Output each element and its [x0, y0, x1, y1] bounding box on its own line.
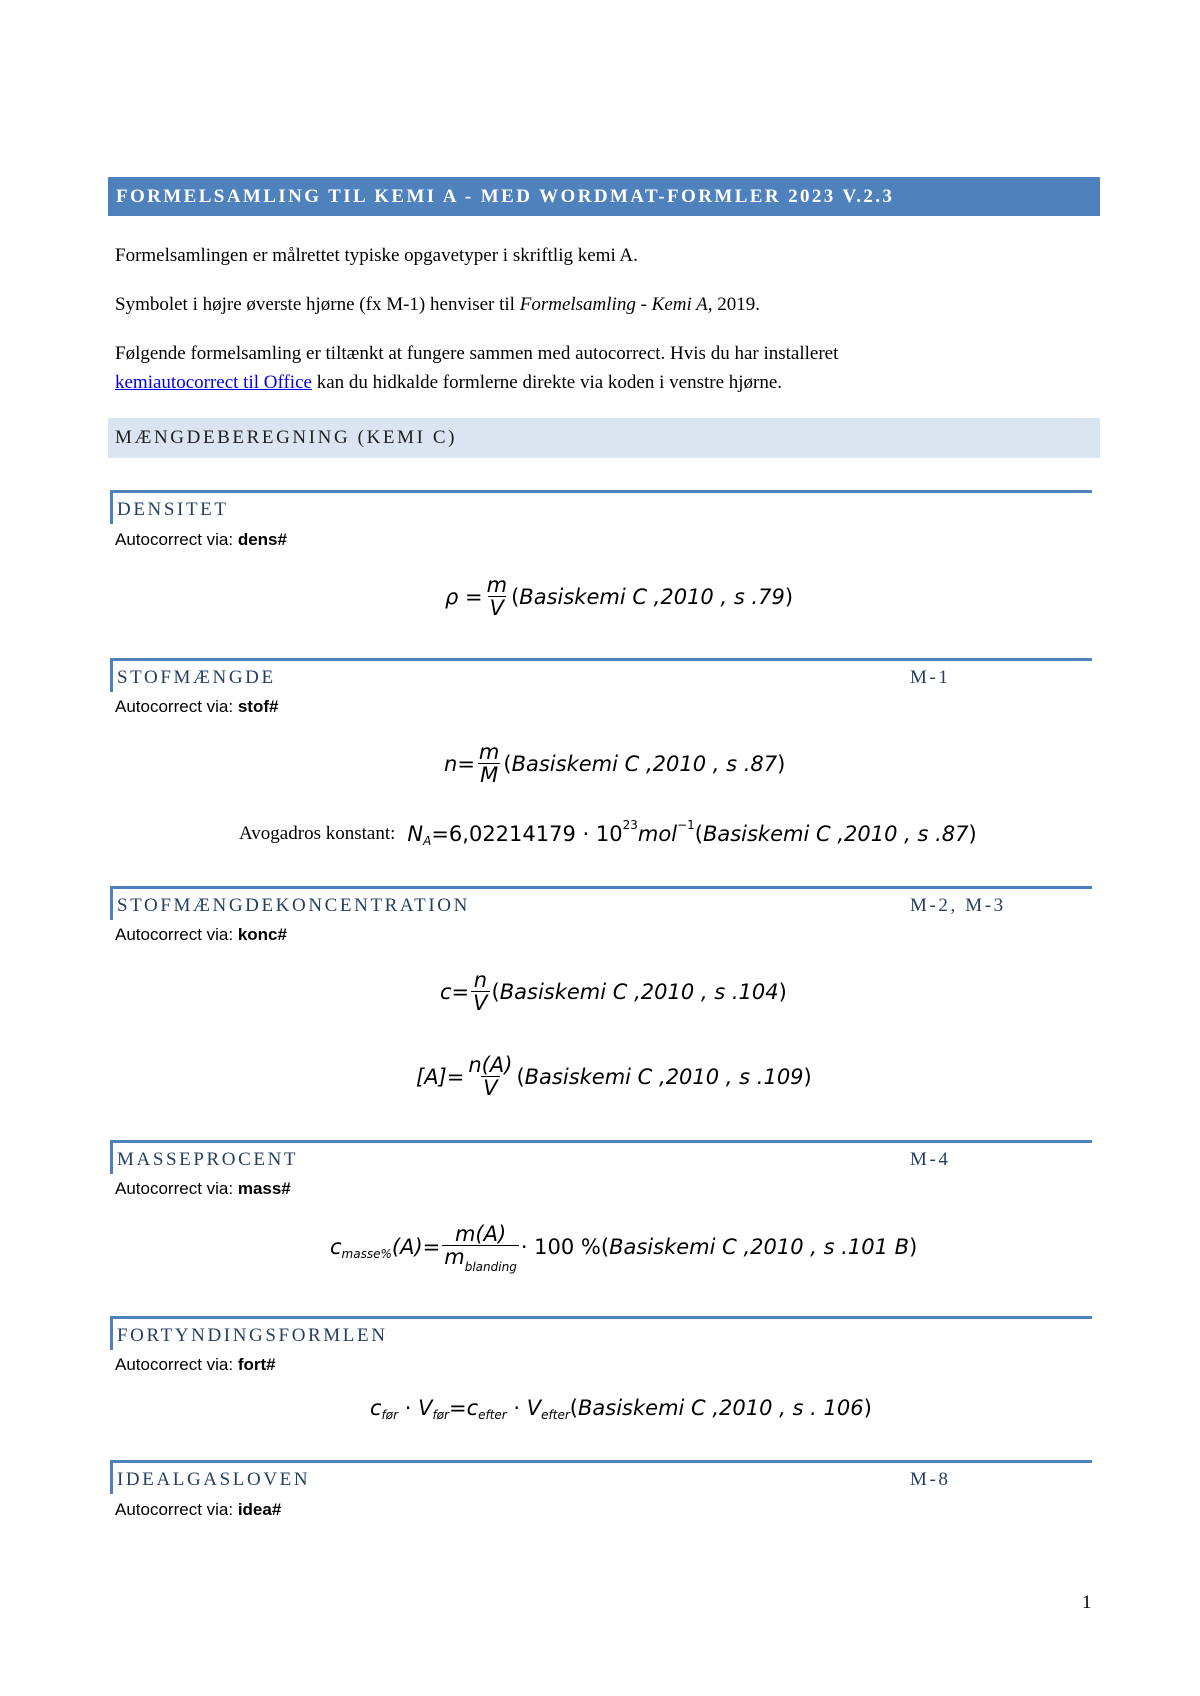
formula-lhs: [A]: [416, 1064, 447, 1089]
denominator: V: [489, 596, 505, 620]
fraction: [485, 574, 509, 619]
formula-reference: Basiskemi C ,2010 , s .79: [519, 584, 785, 609]
intro-paragraph-2: [115, 290, 1095, 319]
formula-densitet: ρ = $\frac{m}{V}$ ( Basiskemi C ,2010 , s .79 ): [445, 573, 794, 620]
heading-label: MASSEPROCENT: [117, 1149, 299, 1170]
denominator: V: [473, 991, 488, 1015]
heading-koncentration: [110, 886, 1092, 920]
formula-lhs: c: [440, 979, 452, 1004]
formula-reference: Basiskemi C ,2010 , s . 106: [578, 1396, 864, 1420]
avogadro-value: =6,02214179 · 10: [431, 822, 623, 846]
formula-koncentration-1: c = $\frac{n}{V}$ ( Basiskemi C ,2010 , s .104 ): [440, 968, 787, 1015]
autocorrect-code: konc#: [237, 925, 287, 944]
page-number: 1: [1082, 1592, 1092, 1613]
formula-fortynding: c før · V før = c efter · V efter ( Basiskemi C ,2010 , s . 106 ): [370, 1396, 872, 1422]
autocorrect-prefix: Autocorrect via:: [115, 530, 238, 549]
autocorrect-prefix: Autocorrect via:: [115, 1179, 238, 1198]
heading-densitet: [110, 490, 1092, 524]
autocorrect-code: stof#: [237, 697, 279, 716]
heading-label: FORTYNDINGSFORMLEN: [117, 1325, 388, 1346]
autocorrect-fortynding: [115, 1354, 276, 1376]
formelsamling-ref: M-4: [910, 1149, 951, 1170]
v-before-subscript: før: [432, 1408, 449, 1422]
c-after-subscript: efter: [478, 1408, 507, 1422]
formula-koncentration-2: [A] = $\frac{n(A)}{V}$ ( Basiskemi C ,2010 , s .109 ): [416, 1053, 812, 1100]
intro-line: Følgende formelsamling er tiltænkt at fungere sammen med autocorrect. Hvis du har installeret: [115, 343, 839, 364]
reference-title: Formelsamling - Kemi A,: [519, 294, 713, 315]
denominator: M: [480, 763, 499, 787]
autocorrect-densitet: [115, 529, 287, 551]
heading-label: IDEALGASLOVEN: [117, 1469, 311, 1490]
c-before: c: [370, 1396, 382, 1420]
heading-masseprocent: [110, 1140, 1092, 1174]
formula-masseprocent: c masse% (A) = $\frac{m(A)}{m_{blanding}}$ · 100 % ( Basiskemi C ,2010 , s .101 B ): [330, 1222, 918, 1274]
c-before-subscript: før: [381, 1408, 399, 1422]
lhs-subscript: masse%: [341, 1247, 392, 1261]
formula-reference: Basiskemi C ,2010 , s .104: [499, 979, 779, 1004]
intro-text: Symbolet i højre øverste hjørne (fx M-1) henviser til: [115, 294, 520, 315]
fraction: [442, 1222, 519, 1274]
heading-idealgas: [110, 1460, 1092, 1494]
autocorrect-stofmaengde: [115, 696, 278, 718]
heading-label: DENSITET: [117, 499, 229, 520]
numerator: n(A): [468, 1053, 513, 1077]
intro-paragraph-3: [115, 339, 1095, 397]
formelsamling-ref: M-1: [910, 667, 951, 688]
autocorrect-code: fort#: [237, 1355, 276, 1374]
autocorrect-code: mass#: [237, 1179, 291, 1198]
formula-lhs: ρ: [445, 584, 459, 609]
formula-reference: Basiskemi C ,2010 , s .87: [702, 822, 969, 846]
formula-reference: Basiskemi C ,2010 , s .101 B: [609, 1235, 910, 1259]
autocorrect-idealgas: [115, 1499, 281, 1521]
intro-year: 2019.: [712, 294, 761, 315]
heading-label: STOFMÆNGDEKONCENTRATION: [117, 895, 470, 916]
fraction: [477, 741, 501, 786]
autocorrect-masseprocent: [115, 1178, 291, 1200]
fraction: [466, 1054, 514, 1099]
heading-fortynding: [110, 1316, 1092, 1350]
numerator: m(A): [454, 1222, 507, 1246]
section-heading: MÆNGDEBEREGNING (KEMI C): [108, 418, 1100, 458]
avogadro-exponent: 23: [622, 818, 638, 832]
heading-label: STOFMÆNGDE: [117, 667, 276, 688]
numerator: n: [473, 968, 487, 992]
formelsamling-ref: M-2, M-3: [910, 895, 1006, 916]
formula-lhs: n: [444, 751, 458, 776]
autocorrect-code: dens#: [237, 530, 287, 549]
intro-paragraph-1: Formelsamlingen er målrettet typiske opgavetyper i skriftlig kemi A.: [115, 245, 638, 266]
document-title: FORMELSAMLING TIL KEMI A - MED WORDMAT-FORMLER 2023 V.2.3: [108, 177, 1100, 216]
autocorrect-code: idea#: [237, 1500, 282, 1519]
v-after: V: [526, 1396, 542, 1420]
fraction: [471, 969, 489, 1014]
lhs-argument: (A): [391, 1235, 423, 1259]
formula-stofmaengde: n = $\frac{m}{M}$ ( Basiskemi C ,2010 , s .87 ): [444, 740, 786, 787]
formula-lhs: c: [330, 1235, 342, 1259]
autocorrect-prefix: Autocorrect via:: [115, 1355, 238, 1374]
denominator-subscript: blanding: [464, 1260, 517, 1274]
kemiautocorrect-link[interactable]: kemiautocorrect til Office: [115, 372, 312, 393]
c-after: c: [466, 1396, 479, 1420]
heading-stofmaengde: [110, 658, 1092, 692]
numerator: m: [478, 740, 500, 764]
autocorrect-koncentration: [115, 924, 287, 946]
denominator: V: [483, 1076, 498, 1100]
autocorrect-prefix: Autocorrect via:: [115, 925, 238, 944]
avogadro-subscript: A: [423, 834, 432, 848]
autocorrect-prefix: Autocorrect via:: [115, 1500, 238, 1519]
formelsamling-ref: M-8: [910, 1469, 951, 1490]
autocorrect-prefix: Autocorrect via:: [115, 697, 238, 716]
formula-reference: Basiskemi C ,2010 , s .109: [524, 1064, 804, 1089]
intro-line-end: kan du hidkalde formlerne direkte via koden i venstre hjørne.: [311, 372, 783, 393]
formula-reference: Basiskemi C ,2010 , s .87: [511, 751, 778, 776]
avogadro-symbol: N: [407, 822, 424, 846]
v-before: V: [418, 1396, 433, 1420]
formula-avogadro: Avogadros konstant: N A =6,02214179 · 10 23 mol −1 ( Basiskemi C ,2010 , s .87 ): [239, 818, 977, 848]
percent-factor: · 100 %: [520, 1235, 601, 1259]
numerator: m: [486, 573, 508, 597]
avogadro-label: Avogadros konstant:: [239, 823, 396, 844]
denominator-symbol: m: [444, 1245, 465, 1269]
avogadro-unit: mol: [637, 822, 678, 846]
unit-exponent: −1: [677, 818, 695, 832]
denominator: [442, 1245, 519, 1274]
v-after-subscript: efter: [541, 1408, 570, 1422]
